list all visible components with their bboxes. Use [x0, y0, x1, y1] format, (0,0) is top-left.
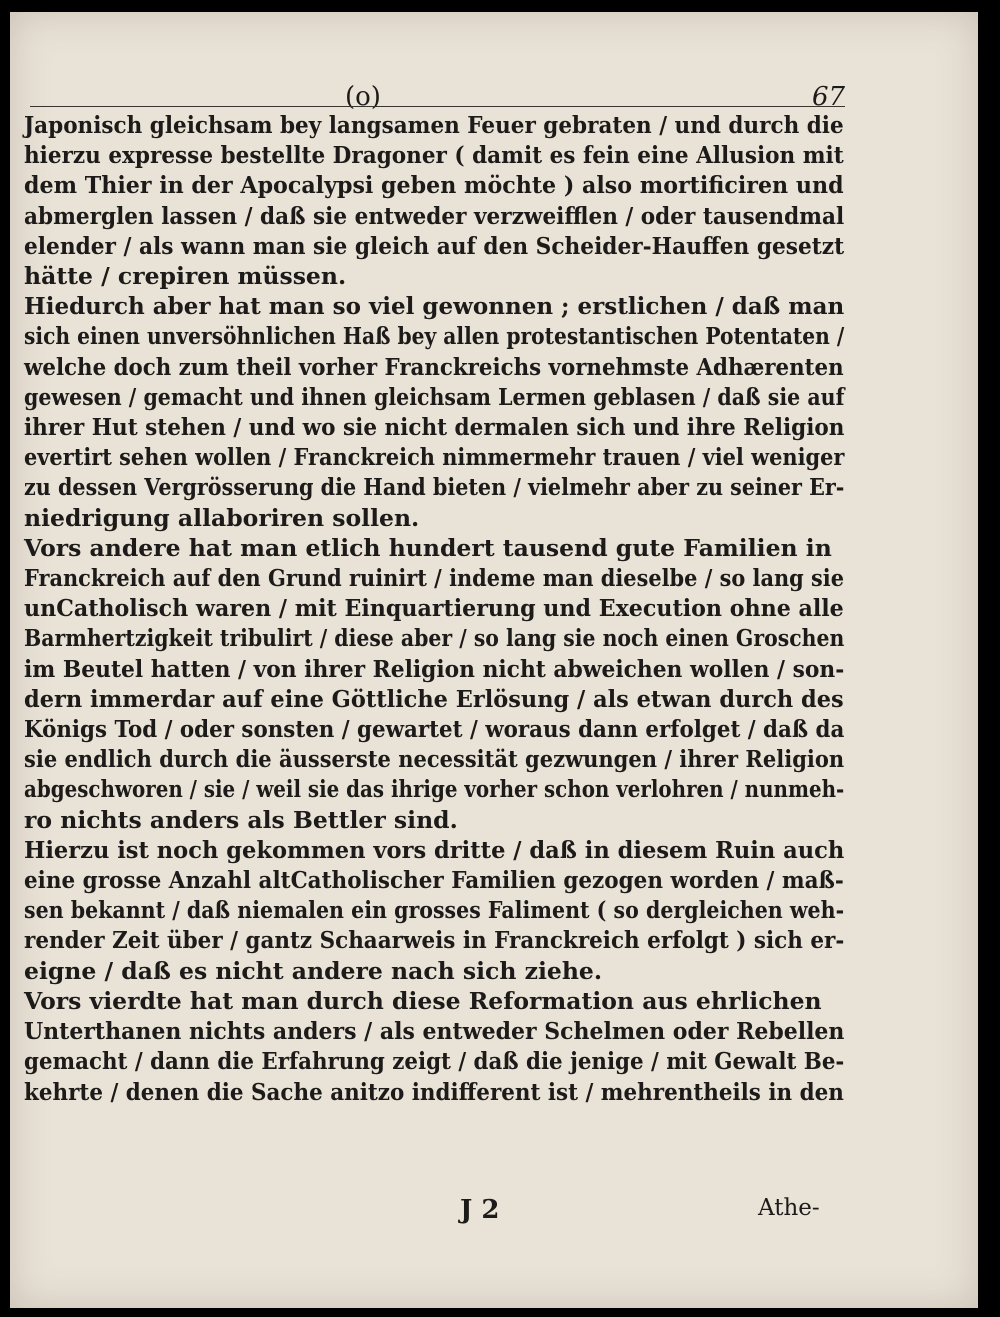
page-number: 67	[812, 82, 846, 112]
text-line: elender / als wann man sie gleich auf den Scheider-Hauffen gesetzt	[24, 231, 845, 260]
text-line: eigne / daß es nicht andere nach sich ziehe.	[24, 956, 603, 985]
text-line: Vors vierdte hat man durch diese Reformation aus ehrlichen	[24, 986, 822, 1015]
text-line: Königs Tod / oder sonsten / gewartet / woraus dann erfolget / daß da	[24, 715, 845, 744]
text-line: Unterthanen nichts anders / als entweder Schelmen oder Rebellen	[24, 1017, 845, 1046]
running-title: (o)	[345, 82, 381, 112]
text-line: Barmhertzigkeit tribulirt / diese aber / so lang sie noch einen Groschen	[24, 624, 845, 653]
text-line: evertirt sehen wollen / Franckreich nimmermehr trauen / viel weniger	[24, 443, 845, 472]
text-line: abmerglen lassen / daß sie entweder verzweifflen / oder tausendmal	[24, 201, 845, 230]
text-line: niedrigung allaboriren sollen.	[24, 503, 420, 532]
text-line: abgeschworen / sie / weil sie das ihrige vorher schon verlohren / nunmeh-	[24, 775, 845, 804]
text-line: hierzu expresse bestellte Dragoner ( damit es fein eine Allusion mit	[24, 141, 844, 170]
header-rule	[30, 106, 845, 107]
text-line: kehrte / denen die Sache anitzo indifferent ist / mehrentheils in den	[24, 1077, 844, 1106]
text-line: im Beutel hatten / von ihrer Religion nicht abweichen wollen / son-	[24, 654, 845, 683]
text-line: render Zeit über / gantz Schaarweis in Franckreich erfolgt ) sich er-	[24, 926, 845, 955]
text-line: gewesen / gemacht und ihnen gleichsam Lermen geblasen / daß sie auf	[24, 382, 845, 411]
text-line: sich einen unversöhnlichen Haß bey allen protestantischen Potentaten /	[24, 322, 845, 351]
text-line: sie endlich durch die äusserste necessität gezwungen / ihrer Religion	[24, 745, 845, 774]
text-line: unCatholisch waren / mit Einquartierung und Execution ohne alle	[24, 594, 844, 623]
text-line: dem Thier in der Apocalypsi geben möchte ) also mortificiren und	[24, 171, 844, 200]
catchword: Athe-	[758, 1195, 820, 1221]
text-line: zu dessen Vergrösserung die Hand bieten / vielmehr aber zu seiner Er-	[24, 473, 845, 502]
text-line: ihrer Hut stehen / und wo sie nicht dermalen sich und ihre Religion	[24, 413, 845, 442]
text-line: sen bekannt / daß niemalen ein grosses Faliment ( so dergleichen weh-	[24, 896, 845, 925]
text-line: ro nichts anders als Bettler sind.	[24, 805, 458, 834]
signature-mark: J 2	[460, 1195, 500, 1225]
text-line: eine grosse Anzahl altCatholischer Familien gezogen worden / maß-	[24, 866, 844, 895]
text-line: Hiedurch aber hat man so viel gewonnen ; erstlichen / daß man	[24, 292, 845, 321]
text-line: hätte / crepiren müssen.	[24, 262, 347, 291]
body-text	[24, 110, 844, 1107]
text-line: welche doch zum theil vorher Franckreichs vornehmste Adhærenten	[24, 352, 844, 381]
text-line: gemacht / dann die Erfahrung zeigt / daß die jenige / mit Gewalt Be-	[24, 1047, 845, 1076]
text-line: Japonisch gleichsam bey langsamen Feuer gebraten / und durch die	[24, 111, 844, 139]
text-line: Hierzu ist noch gekommen vors dritte / daß in diesem Ruin auch	[24, 835, 845, 864]
text-line: Franckreich auf den Grund ruinirt / indeme man dieselbe / so lang sie	[24, 564, 845, 593]
text-line: dern immerdar auf eine Göttliche Erlösung / als etwan durch des	[24, 684, 844, 713]
text-line: Vors andere hat man etlich hundert tausend gute Familien in	[24, 533, 832, 562]
